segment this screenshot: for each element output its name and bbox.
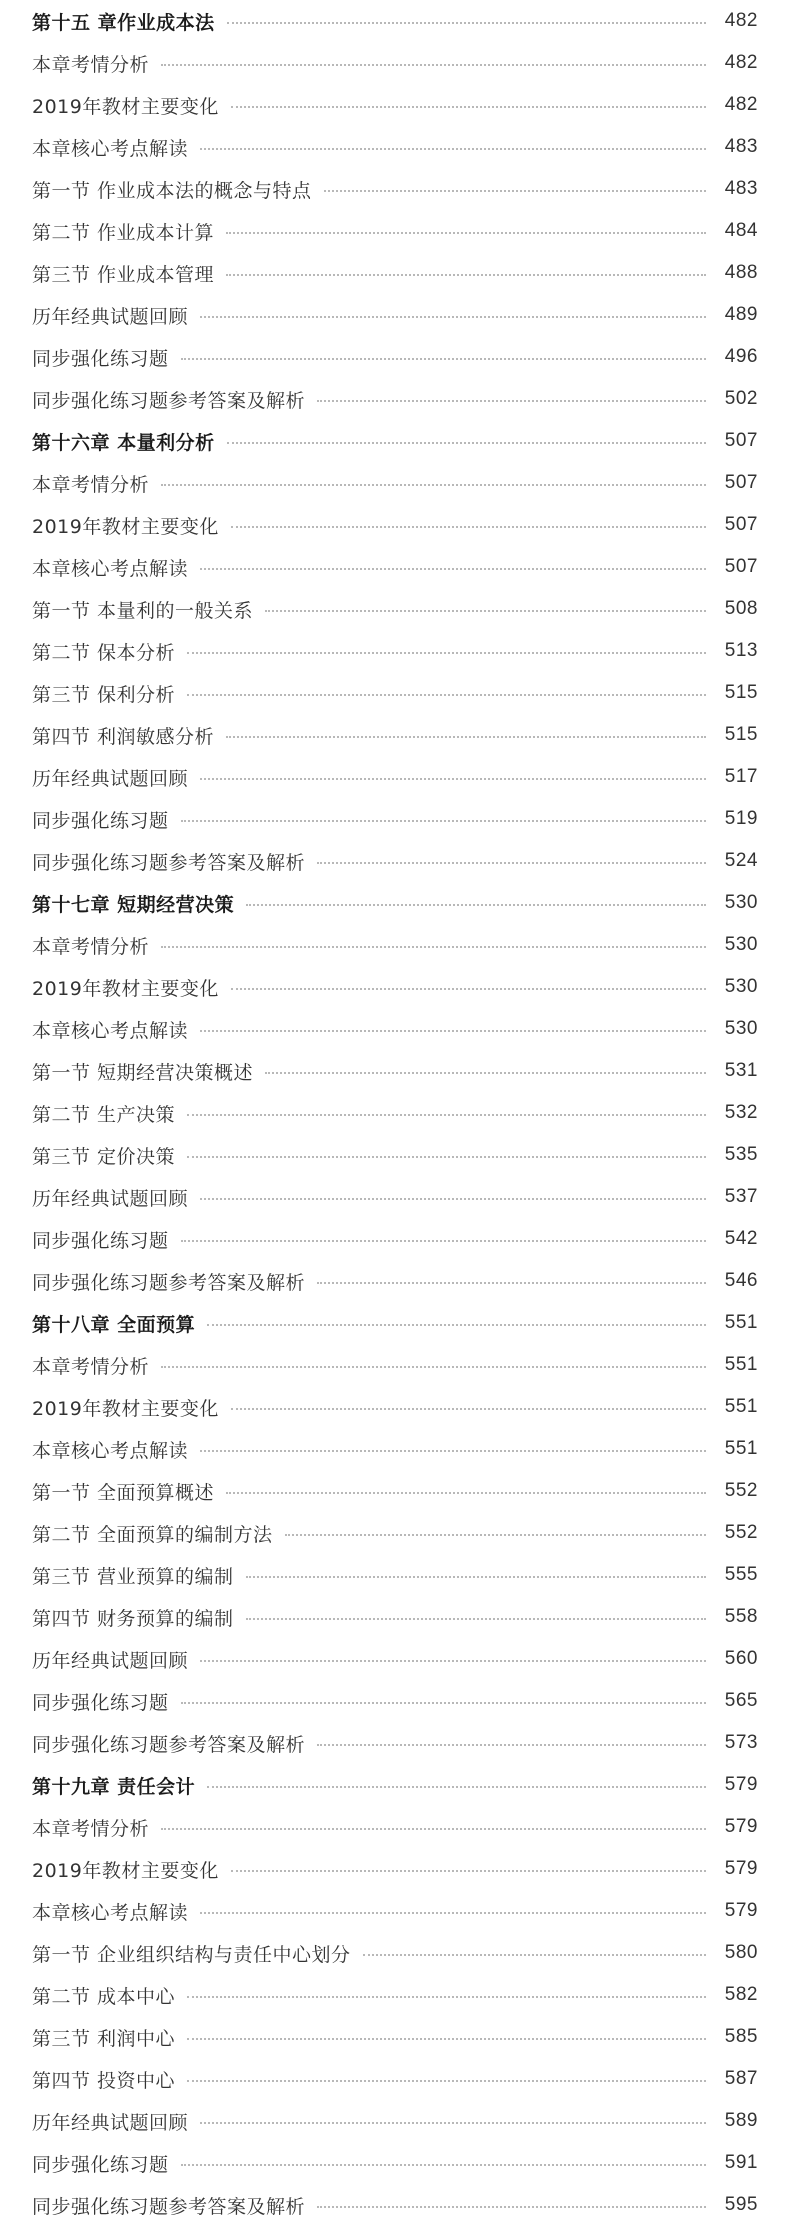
- toc-entry[interactable]: [32, 1008, 758, 1050]
- toc-entry-title: 历年经典试题回顾: [32, 305, 189, 328]
- toc-entry-title: 第四节 财务预算的编制: [32, 1607, 234, 1630]
- toc-entry-page-number: 532: [724, 1102, 758, 1123]
- dotted-leader: [200, 568, 706, 570]
- dotted-leader: [207, 1324, 706, 1326]
- toc-entry-page-number: 482: [724, 52, 758, 73]
- toc-entry[interactable]: [32, 924, 758, 966]
- dotted-leader: [226, 1492, 706, 1494]
- toc-entry-page-number: 560: [724, 1648, 758, 1669]
- toc-entry-page-number: 482: [724, 94, 758, 115]
- toc-entry[interactable]: [32, 1092, 758, 1134]
- toc-entry-page-number: 573: [724, 1732, 758, 1753]
- toc-entry-page-number: 552: [724, 1522, 758, 1543]
- toc-entry-title: 本章核心考点解读: [32, 1439, 189, 1462]
- toc-entry-title: 2019年教材主要变化: [32, 515, 219, 538]
- toc-entry[interactable]: [32, 1554, 758, 1596]
- toc-chapter-heading[interactable]: [32, 0, 758, 42]
- toc-entry-page-number: 546: [724, 1270, 758, 1291]
- toc-entry-title: 本章核心考点解读: [32, 1901, 189, 1924]
- toc-entry-title: 第三节 营业预算的编制: [32, 1565, 234, 1588]
- toc-entry-title: 本章核心考点解读: [32, 557, 189, 580]
- toc-entry-page-number: 587: [724, 2068, 758, 2089]
- toc-entry[interactable]: [32, 756, 758, 798]
- dotted-leader: [181, 358, 706, 360]
- toc-entry-title: 同步强化练习题: [32, 1229, 169, 1252]
- dotted-leader: [200, 1660, 706, 1662]
- toc-entry-page-number: 579: [724, 1816, 758, 1837]
- dotted-leader: [324, 190, 706, 192]
- dotted-leader: [187, 2038, 706, 2040]
- toc-entry-page-number: 558: [724, 1606, 758, 1627]
- toc-entry[interactable]: [32, 1638, 758, 1680]
- toc-entry[interactable]: [32, 1974, 758, 2016]
- toc-entry[interactable]: [32, 126, 758, 168]
- dotted-leader: [187, 1114, 706, 1116]
- toc-entry[interactable]: [32, 1134, 758, 1176]
- toc-entry-page-number: 530: [724, 976, 758, 997]
- toc-entry[interactable]: [32, 210, 758, 252]
- toc-entry-page-number: 535: [724, 1144, 758, 1165]
- toc-entry-title: 本章考情分析: [32, 53, 150, 76]
- toc-entry[interactable]: [32, 1050, 758, 1092]
- toc-entry-page-number: 530: [724, 892, 758, 913]
- toc-entry-title: 同步强化练习题: [32, 1691, 169, 1714]
- toc-entry-title: 第二节 生产决策: [32, 1103, 176, 1126]
- toc-entry[interactable]: [32, 2100, 758, 2142]
- toc-entry-title: 第十九章 责任会计: [32, 1775, 196, 1798]
- toc-entry-title: 历年经典试题回顾: [32, 1649, 189, 1672]
- toc-chapter-heading[interactable]: [32, 1764, 758, 1806]
- toc-entry[interactable]: [32, 714, 758, 756]
- toc-entry[interactable]: [32, 1344, 758, 1386]
- toc-entry-title: 历年经典试题回顾: [32, 767, 189, 790]
- toc-entry-title: 本章考情分析: [32, 935, 150, 958]
- toc-entry[interactable]: [32, 1512, 758, 1554]
- dotted-leader: [226, 232, 706, 234]
- toc-entry-title: 第十六章 本量利分析: [32, 431, 215, 454]
- toc-entry-title: 第四节 投资中心: [32, 2069, 176, 2092]
- dotted-leader: [187, 1156, 706, 1158]
- toc-entry-page-number: 551: [724, 1438, 758, 1459]
- toc-entry[interactable]: [32, 1722, 758, 1764]
- dotted-leader: [187, 694, 706, 696]
- toc-entry-title: 第四节 利润敏感分析: [32, 725, 215, 748]
- dotted-leader: [161, 1366, 706, 1368]
- dotted-leader: [207, 1786, 706, 1788]
- toc-entry-title: 历年经典试题回顾: [32, 1187, 189, 1210]
- toc-entry-title: 第二节 全面预算的编制方法: [32, 1523, 273, 1546]
- toc-entry[interactable]: [32, 504, 758, 546]
- toc-entry[interactable]: [32, 1806, 758, 1848]
- toc-entry-title: 同步强化练习题: [32, 347, 169, 370]
- toc-entry[interactable]: [32, 840, 758, 882]
- dotted-leader: [246, 904, 706, 906]
- toc-entry-title: 同步强化练习题参考答案及解析: [32, 1733, 306, 1756]
- toc-entry[interactable]: [32, 672, 758, 714]
- dotted-leader: [227, 22, 706, 24]
- toc-entry[interactable]: [32, 1470, 758, 1512]
- toc-chapter-heading[interactable]: [32, 882, 758, 924]
- toc-entry-title: 第一节 本量利的一般关系: [32, 599, 254, 622]
- toc-entry[interactable]: [32, 252, 758, 294]
- toc-entry-page-number: 555: [724, 1564, 758, 1585]
- toc-entry-page-number: 515: [724, 682, 758, 703]
- toc-entry-page-number: 507: [724, 556, 758, 577]
- toc-entry-page-number: 508: [724, 598, 758, 619]
- toc-entry[interactable]: [32, 1890, 758, 1932]
- toc-entry-page-number: 589: [724, 2110, 758, 2131]
- toc-entry[interactable]: [32, 462, 758, 504]
- toc-entry-title: 第三节 利润中心: [32, 2027, 176, 2050]
- toc-entry-title: 2019年教材主要变化: [32, 977, 219, 1000]
- toc-entry[interactable]: [32, 1848, 758, 1890]
- toc-entry[interactable]: [32, 798, 758, 840]
- dotted-leader: [226, 274, 706, 276]
- toc-entry-page-number: 579: [724, 1774, 758, 1795]
- dotted-leader: [187, 2080, 706, 2082]
- toc-entry-title: 第十五 章作业成本法: [32, 11, 215, 34]
- toc-entry-title: 同步强化练习题参考答案及解析: [32, 389, 306, 412]
- dotted-leader: [200, 316, 706, 318]
- toc-entry-page-number: 595: [724, 2194, 758, 2215]
- dotted-leader: [161, 64, 706, 66]
- toc-entry-page-number: 585: [724, 2026, 758, 2047]
- toc-entry-page-number: 530: [724, 934, 758, 955]
- dotted-leader: [181, 2164, 706, 2166]
- toc-entry-page-number: 507: [724, 472, 758, 493]
- toc-entry-page-number: 537: [724, 1186, 758, 1207]
- toc-entry[interactable]: [32, 84, 758, 126]
- toc-entry-title: 第一节 短期经营决策概述: [32, 1061, 254, 1084]
- dotted-leader: [285, 1534, 706, 1536]
- toc-entry-title: 同步强化练习题参考答案及解析: [32, 851, 306, 874]
- toc-entry[interactable]: [32, 168, 758, 210]
- toc-chapter-heading[interactable]: [32, 420, 758, 462]
- toc-entry-page-number: 551: [724, 1354, 758, 1375]
- toc-entry-page-number: 551: [724, 1312, 758, 1333]
- toc-entry-title: 本章核心考点解读: [32, 137, 189, 160]
- toc-entry[interactable]: [32, 1932, 758, 1974]
- toc-entry-title: 同步强化练习题参考答案及解析: [32, 1271, 306, 1294]
- toc-entry-page-number: 519: [724, 808, 758, 829]
- toc-entry-title: 第二节 作业成本计算: [32, 221, 215, 244]
- toc-entry[interactable]: [32, 630, 758, 672]
- toc-entry[interactable]: [32, 2058, 758, 2100]
- toc-entry-page-number: 483: [724, 136, 758, 157]
- dotted-leader: [317, 2206, 706, 2208]
- dotted-leader: [200, 1450, 706, 1452]
- toc-entry-page-number: 483: [724, 178, 758, 199]
- dotted-leader: [363, 1954, 706, 1956]
- toc-entry-page-number: 530: [724, 1018, 758, 1039]
- dotted-leader: [317, 400, 706, 402]
- dotted-leader: [161, 484, 706, 486]
- dotted-leader: [226, 736, 706, 738]
- toc-entry-title: 本章考情分析: [32, 1817, 150, 1840]
- dotted-leader: [231, 526, 706, 528]
- dotted-leader: [231, 1408, 706, 1410]
- toc-entry-page-number: 542: [724, 1228, 758, 1249]
- toc-entry[interactable]: [32, 2142, 758, 2184]
- toc-entry[interactable]: [32, 546, 758, 588]
- dotted-leader: [200, 1912, 706, 1914]
- toc-entry-title: 第一节 全面预算概述: [32, 1481, 215, 1504]
- dotted-leader: [181, 1702, 706, 1704]
- toc-chapter-heading[interactable]: [32, 1302, 758, 1344]
- toc-entry-title: 第三节 保利分析: [32, 683, 176, 706]
- toc-entry-title: 第十八章 全面预算: [32, 1313, 196, 1336]
- toc-entry-page-number: 488: [724, 262, 758, 283]
- toc-entry-page-number: 513: [724, 640, 758, 661]
- dotted-leader: [161, 1828, 706, 1830]
- toc-entry-page-number: 579: [724, 1900, 758, 1921]
- dotted-leader: [200, 1198, 706, 1200]
- toc-entry-page-number: 502: [724, 388, 758, 409]
- toc-entry-page-number: 524: [724, 850, 758, 871]
- dotted-leader: [181, 1240, 706, 1242]
- dotted-leader: [187, 1996, 706, 1998]
- toc-entry-page-number: 580: [724, 1942, 758, 1963]
- toc-entry[interactable]: [32, 2016, 758, 2058]
- dotted-leader: [246, 1576, 706, 1578]
- toc-entry[interactable]: [32, 1596, 758, 1638]
- dotted-leader: [200, 778, 706, 780]
- toc-entry-title: 第十七章 短期经营决策: [32, 893, 235, 916]
- toc-entry[interactable]: [32, 294, 758, 336]
- toc-entry-page-number: 517: [724, 766, 758, 787]
- toc-entry[interactable]: [32, 1680, 758, 1722]
- toc-entry-page-number: 591: [724, 2152, 758, 2173]
- toc-entry-title: 第一节 作业成本法的概念与特点: [32, 179, 312, 202]
- toc-entry-page-number: 579: [724, 1858, 758, 1879]
- toc-entry-title: 第一节 企业组织结构与责任中心划分: [32, 1943, 351, 1966]
- toc-entry-page-number: 515: [724, 724, 758, 745]
- toc-entry[interactable]: [32, 1176, 758, 1218]
- toc-entry-title: 第二节 保本分析: [32, 641, 176, 664]
- toc-entry-page-number: 507: [724, 430, 758, 451]
- dotted-leader: [317, 1744, 706, 1746]
- toc-entry[interactable]: [32, 588, 758, 630]
- toc-entry-page-number: 552: [724, 1480, 758, 1501]
- dotted-leader: [231, 988, 706, 990]
- toc-entry-title: 同步强化练习题: [32, 2153, 169, 2176]
- toc-entry-page-number: 496: [724, 346, 758, 367]
- toc-entry-page-number: 565: [724, 1690, 758, 1711]
- toc-entry[interactable]: [32, 1218, 758, 1260]
- toc-entry-page-number: 507: [724, 514, 758, 535]
- toc-entry-title: 历年经典试题回顾: [32, 2111, 189, 2134]
- toc-entry-page-number: 489: [724, 304, 758, 325]
- toc-entry-title: 本章考情分析: [32, 473, 150, 496]
- toc-entry-page-number: 531: [724, 1060, 758, 1081]
- dotted-leader: [231, 1870, 706, 1872]
- toc-entry-title: 2019年教材主要变化: [32, 95, 219, 118]
- toc-entry-title: 第三节 定价决策: [32, 1145, 176, 1168]
- toc-entry-title: 第二节 成本中心: [32, 1985, 176, 2008]
- toc-entry[interactable]: [32, 1386, 758, 1428]
- toc-entry[interactable]: [32, 1260, 758, 1302]
- toc-entry-title: 2019年教材主要变化: [32, 1397, 219, 1420]
- dotted-leader: [187, 652, 706, 654]
- dotted-leader: [265, 610, 706, 612]
- toc-entry-page-number: 582: [724, 1984, 758, 2005]
- dotted-leader: [200, 2122, 706, 2124]
- toc-entry-title: 本章考情分析: [32, 1355, 150, 1378]
- toc-entry-page-number: 551: [724, 1396, 758, 1417]
- toc-entry-title: 2019年教材主要变化: [32, 1859, 219, 1882]
- dotted-leader: [317, 862, 706, 864]
- toc-entry[interactable]: [32, 1428, 758, 1470]
- toc-entry[interactable]: [32, 378, 758, 420]
- toc-entry-title: 本章核心考点解读: [32, 1019, 189, 1042]
- toc-entry-page-number: 484: [724, 220, 758, 241]
- dotted-leader: [200, 1030, 706, 1032]
- dotted-leader: [227, 442, 706, 444]
- dotted-leader: [181, 820, 706, 822]
- toc-entry[interactable]: [32, 966, 758, 1008]
- dotted-leader: [231, 106, 706, 108]
- toc-entry[interactable]: [32, 42, 758, 84]
- dotted-leader: [246, 1618, 706, 1620]
- dotted-leader: [161, 946, 706, 948]
- toc-entry[interactable]: [32, 336, 758, 378]
- dotted-leader: [200, 148, 706, 150]
- toc-entry-title: 同步强化练习题: [32, 809, 169, 832]
- toc-entry-title: 第三节 作业成本管理: [32, 263, 215, 286]
- dotted-leader: [265, 1072, 706, 1074]
- toc-entry-page-number: 482: [724, 10, 758, 31]
- toc-entry-title: 同步强化练习题参考答案及解析: [32, 2195, 306, 2218]
- dotted-leader: [317, 1282, 706, 1284]
